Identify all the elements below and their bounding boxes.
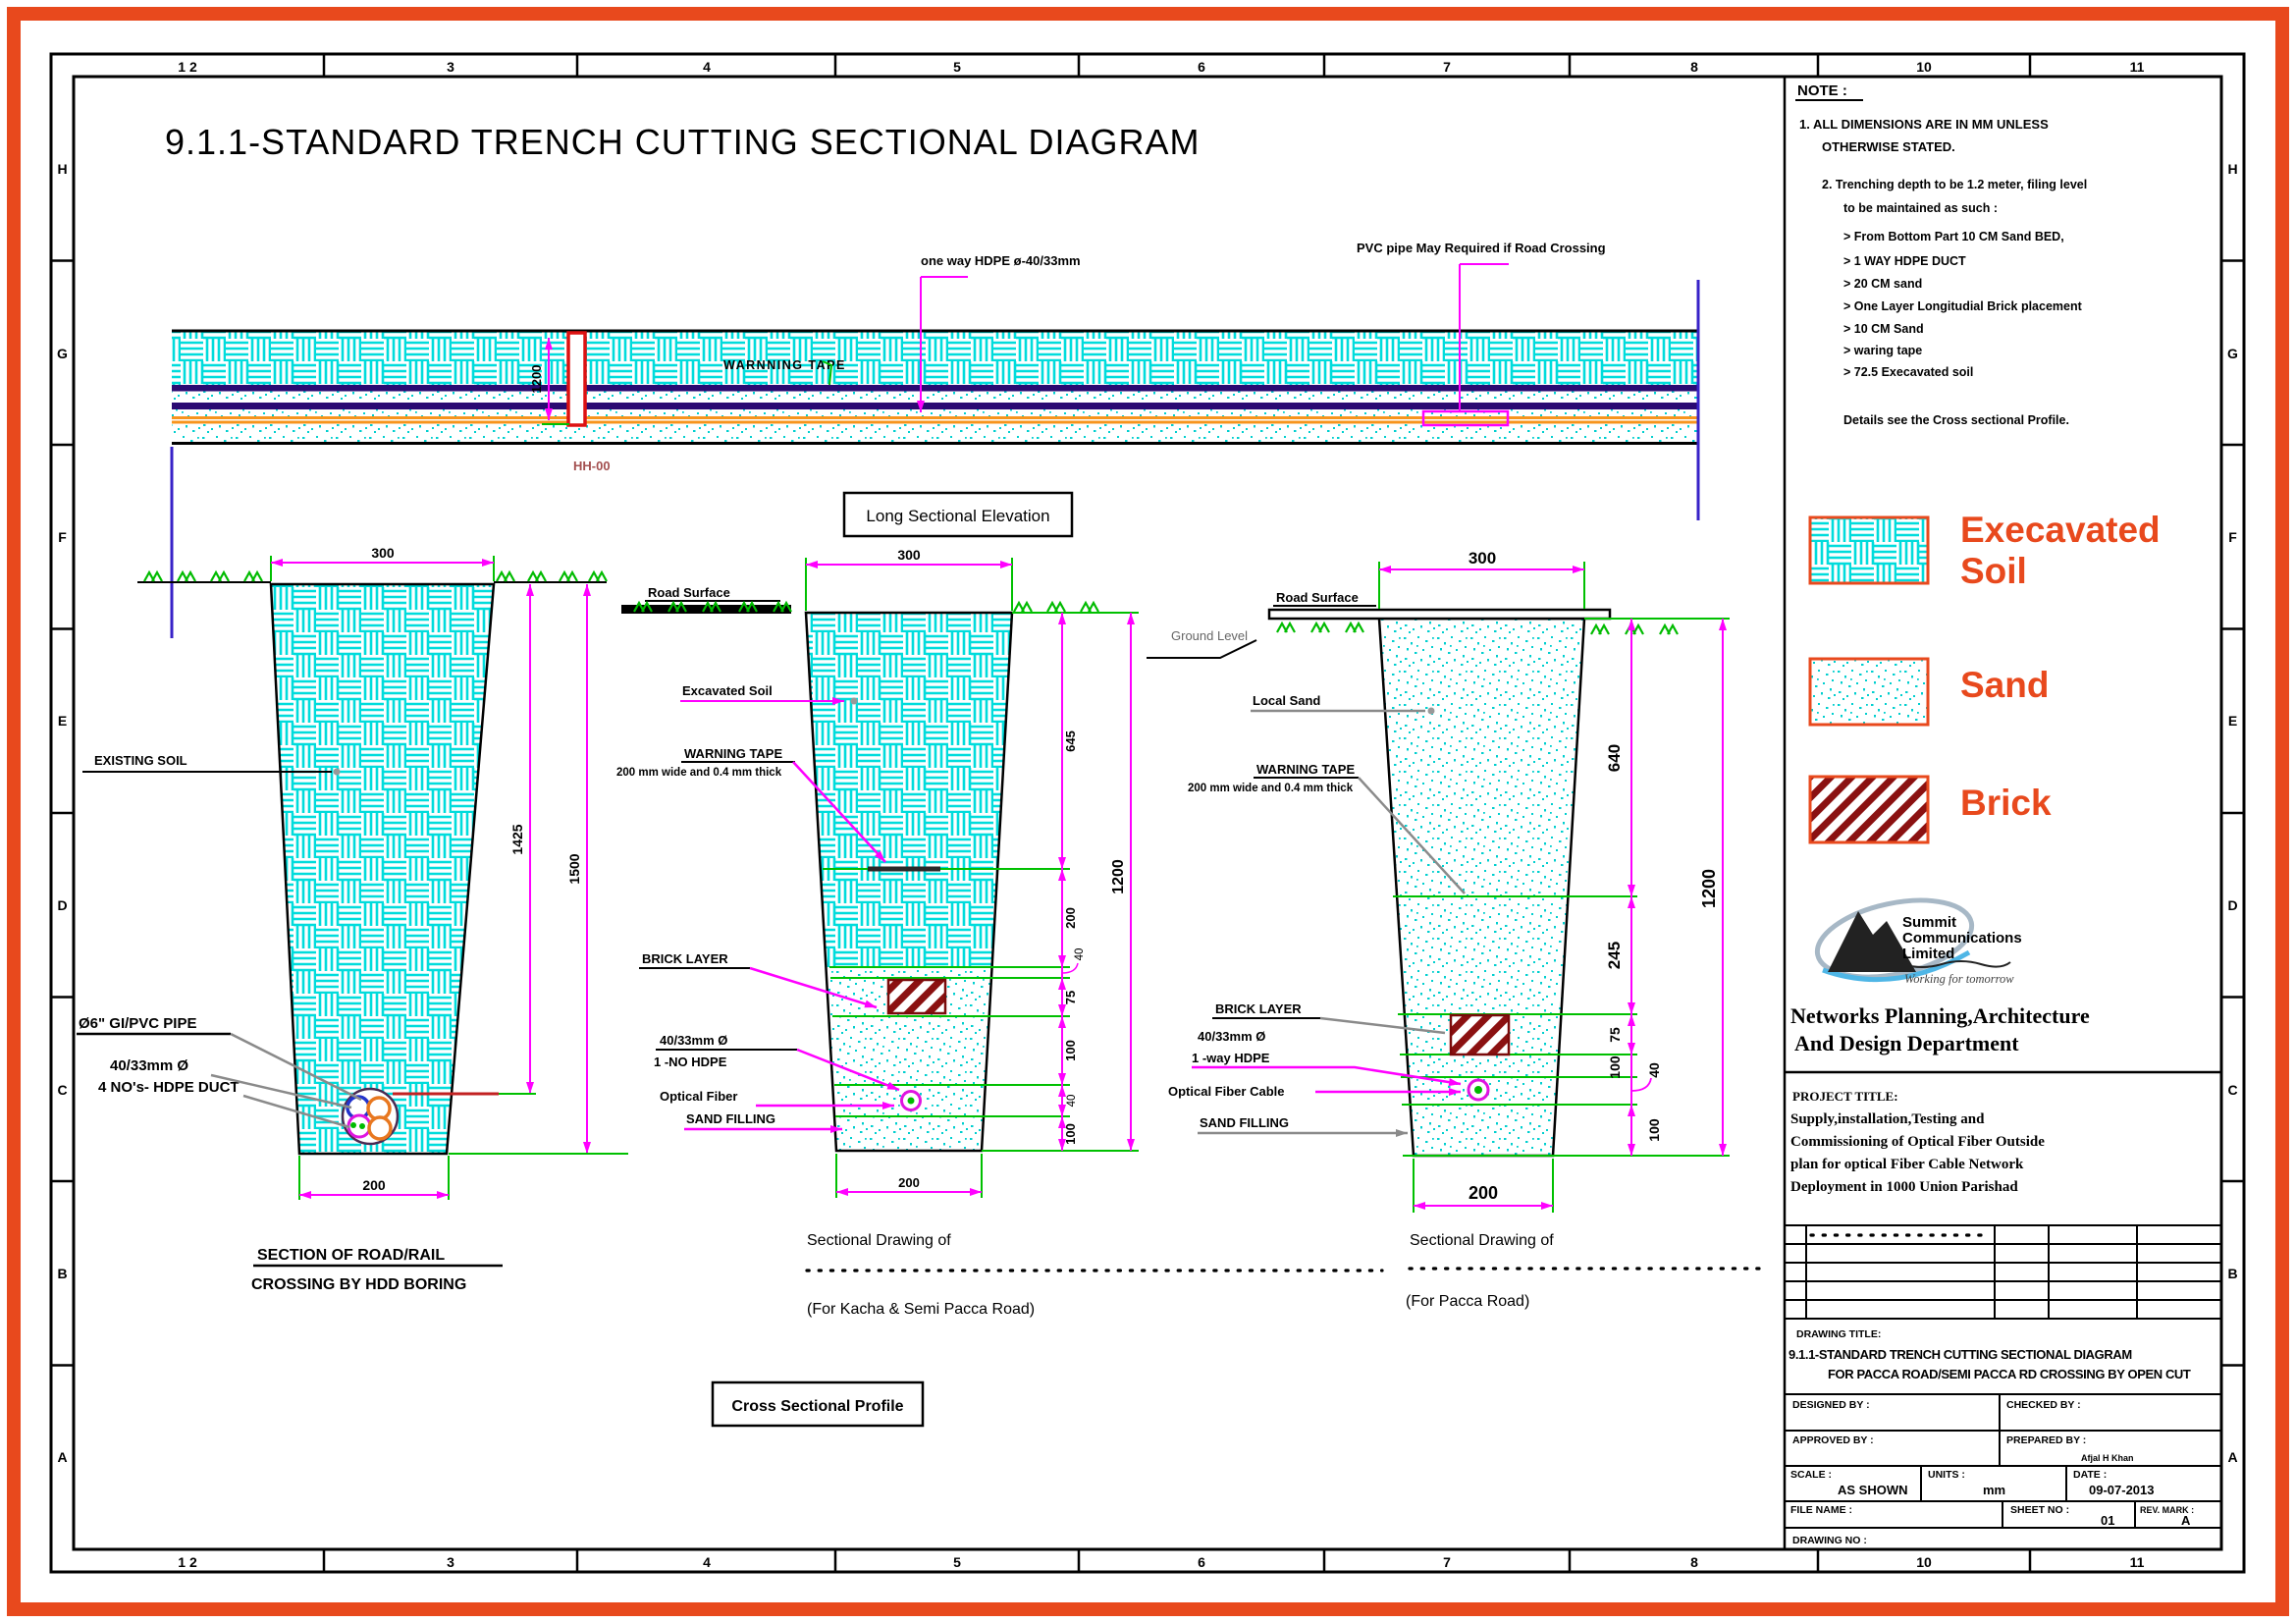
pvc-pipe-label: PVC pipe May Required if Road Crossing [1357,241,1606,255]
department-line2: And Design Department [1794,1031,2019,1055]
project-title-block [1790,1089,2045,1195]
local-sand-label: Local Sand [1253,693,1321,708]
dim-top-width: 300 [1468,549,1497,568]
row-label: C [57,1082,68,1098]
dim-200: 200 [1063,907,1078,929]
duct-count-label: 4 NO's- HDPE DUCT [98,1079,240,1096]
dim-75: 75 [1063,990,1078,1005]
note-1a: 1. ALL DIMENSIONS ARE IN MM UNLESS [1799,117,2049,132]
hdd-caption-line1: SECTION OF ROAD/RAIL [257,1247,446,1264]
kacha-section [616,547,1382,1318]
note-2b: to be maintained as such : [1843,201,1998,215]
hdd-trench-body [271,584,494,1154]
brick-layer-label: BRICK LAYER [642,951,728,966]
col-label: 5 [953,59,961,75]
dim-depth-outer: 1500 [566,853,582,885]
dim-40: 40 [1646,1062,1662,1078]
hdd-boring-section [77,545,628,1293]
col-label: 7 [1443,59,1451,75]
hdpe-duct-label: one way HDPE ø-40/33mm [921,253,1081,268]
dim-40a: 40 [1074,947,1086,961]
note-bullet: > One Layer Longitudial Brick placement [1843,299,2082,313]
row-label: E [57,713,68,729]
elevation-warning-tape-band1 [172,385,1698,392]
scale-value: AS SHOWN [1838,1483,1908,1497]
duct-size-label: 40/33mm Ø [110,1057,189,1074]
duct-size-label: 40/33mm Ø [1198,1029,1266,1044]
elevation-sand-layer3 [172,424,1698,443]
col-label: 7 [1443,1554,1451,1570]
warning-tape-label: WARNING TAPE [1256,762,1356,777]
legend-swatch-excavated-soil [1810,517,1928,583]
row-label: G [2227,346,2238,361]
dim-75: 75 [1607,1027,1623,1043]
kacha-road-surface-label: Road Surface [648,585,730,600]
dim-245: 245 [1605,941,1624,970]
logo-text-2: Communications [1902,930,2022,947]
row-label: A [57,1449,68,1465]
logo-tagline: Working for tomorrow [1904,972,2014,986]
elevation-hdpe-duct-line2 [172,421,1698,424]
leader-dot [334,769,341,776]
existing-soil-label: EXISTING SOIL [94,753,187,768]
dim-bottom-width: 200 [362,1177,386,1193]
note-bullet: > 72.5 Execavated soil [1843,365,1974,379]
project-line: Deployment in 1000 Union Parishad [1790,1179,2018,1195]
col-label: 5 [953,1554,961,1570]
date-label: DATE : [2073,1469,2108,1481]
handhole-label: HH-00 [573,459,611,473]
dim-top-width: 300 [371,545,395,561]
dim-bottom-width: 200 [1468,1183,1499,1203]
dim-40b: 40 [1066,1094,1078,1108]
optical-fiber-label: Optical Fiber Cable [1168,1084,1285,1099]
designed-by-label: DESIGNED BY : [1792,1399,1870,1411]
duct-size-label: 40/33mm Ø [660,1033,728,1048]
col-label: 1 2 [178,1554,197,1570]
elevation-caption: Long Sectional Elevation [866,507,1050,525]
drawing-title-line1: 9.1.1-STANDARD TRENCH CUTTING SECTIONAL DIAGRAM [1789,1347,2132,1362]
long-sectional-elevation [172,241,1698,638]
col-label: 3 [447,1554,454,1570]
warning-tape-label: WARNNING TAPE [723,358,846,372]
col-label: 8 [1690,1554,1698,1570]
cross-profile-label: Cross Sectional Profile [731,1398,904,1415]
dim-100a: 100 [1063,1040,1078,1061]
note-bullet: > 1 WAY HDPE DUCT [1843,254,1966,268]
kacha-excavated-fill [800,609,1018,967]
elevation-excavated-soil-layer [172,332,1698,385]
dim-total-depth: 1200 [1699,868,1719,909]
col-label: 11 [2129,1554,2145,1570]
col-label: 6 [1198,59,1205,75]
scale-label: SCALE : [1790,1469,1832,1481]
note-bullet: > From Bottom Part 10 CM Sand BED, [1843,230,2064,243]
col-label: 3 [447,59,454,75]
ground-level-label: Ground Level [1171,628,1249,643]
hdd-caption-line2: CROSSING BY HDD BORING [251,1276,467,1293]
rev-mark-value: A [2181,1513,2191,1528]
leader-dot [851,698,858,705]
col-label: 10 [1916,59,1932,75]
drawing-title-label: DRAWING TITLE: [1796,1328,1882,1340]
file-name-label: FILE NAME : [1790,1504,1852,1516]
sand-filling-label: SAND FILLING [1200,1115,1289,1130]
rev-mark-label: REV. MARK : [2140,1505,2195,1515]
row-label: A [2227,1449,2238,1465]
project-line: Supply,installation,Testing and [1790,1111,1985,1127]
project-line: Commissioning of Optical Fiber Outside [1790,1134,2045,1150]
kacha-brick-layer [888,980,945,1013]
row-label: G [57,346,68,361]
row-label: B [57,1266,68,1281]
ruler-column-labels-bottom [178,1554,2144,1570]
warning-tape-spec: 200 mm wide and 0.4 mm thick [616,767,782,779]
fiber-dot2 [359,1123,365,1129]
leader-dot [1428,708,1435,715]
brick-layer-label: BRICK LAYER [1215,1001,1302,1016]
units-value: mm [1983,1483,2006,1497]
warning-tape-label: WARNING TAPE [684,746,783,761]
page-title: 9.1.1-STANDARD TRENCH CUTTING SECTIONAL DIAGRAM [165,122,1201,162]
legend [1810,510,2161,842]
units-label: UNITS : [1928,1469,1965,1481]
legend-swatch-brick [1810,777,1928,842]
logo-text-3: Limited [1902,946,1955,962]
elevation-warning-tape-band2 [172,403,1698,409]
project-line: plan for optical Fiber Cable Network [1790,1157,2024,1172]
pacca-brick-layer [1451,1015,1509,1055]
title-block [1785,1328,2221,1546]
notes-heading: NOTE : [1797,82,1847,99]
cross-profile-caption [713,1382,923,1426]
col-label: 6 [1198,1554,1205,1570]
duct-type-label: 1 -NO HDPE [654,1055,727,1069]
legend-label-brick: Brick [1960,783,2052,823]
notes-panel [1795,82,2087,427]
sheet-no-value: 01 [2101,1513,2115,1528]
logo-text-1: Summit [1902,914,1957,931]
pacca-caption-line2: (For Pacca Road) [1406,1293,1530,1310]
col-label: 4 [703,59,711,75]
col-label: 8 [1690,59,1698,75]
dim-bottom-width: 200 [898,1175,920,1190]
drawing-no-label: DRAWING NO : [1792,1535,1867,1546]
dim-100b: 100 [1646,1118,1662,1142]
elevation-sand-layer1 [172,392,1698,404]
department-line1: Networks Planning,Architecture [1790,1003,2090,1028]
note-bullet: > 10 CM Sand [1843,322,1924,336]
kacha-optical-fiber [908,1098,915,1105]
dim-100a: 100 [1607,1055,1623,1079]
row-label: B [2227,1266,2238,1281]
handhole-marker [568,333,585,425]
revision-table [1785,1225,2221,1319]
date-value: 09-07-2013 [2089,1483,2155,1497]
drawing-title-line2: FOR PACCA ROAD/SEMI PACCA RD CROSSING BY OPEN CUT [1828,1367,2191,1381]
legend-swatch-sand [1810,659,1928,725]
note-2a: 2. Trenching depth to be 1.2 meter, filing level [1822,178,2088,191]
fiber-dot1 [350,1122,356,1128]
elevation-hdpe-duct-line1 [172,416,1698,419]
pacca-section [1147,549,1762,1310]
row-label: H [2227,161,2238,177]
excavated-soil-label: Excavated Soil [682,683,773,698]
row-label: C [2227,1082,2238,1098]
legend-label-sand: Sand [1960,665,2050,705]
duct-bundle [343,1089,398,1144]
pacca-optical-fiber [1474,1086,1482,1094]
pacca-road-surface-bar [1269,610,1610,619]
pacca-road-surface-label: Road Surface [1276,590,1359,605]
gi-pvc-pipe-label: Ø6" GI/PVC PIPE [79,1015,197,1032]
dim-total-depth: 1200 [1110,859,1127,894]
note-bullet: > waring tape [1843,344,1923,357]
dim-640: 640 [1605,743,1624,773]
sheet-no-label: SHEET NO : [2010,1504,2070,1516]
dim-100b: 100 [1063,1123,1078,1145]
duct-type-label: 1 -way HDPE [1192,1051,1270,1065]
kacha-caption-line2: (For Kacha & Semi Pacca Road) [807,1301,1036,1318]
kacha-caption-line1: Sectional Drawing of [807,1232,951,1249]
row-label: F [2228,529,2237,545]
approved-by-label: APPROVED BY : [1792,1434,1874,1446]
hdpe-duct-orange2 [369,1117,391,1139]
legend-label-soil2: Soil [1960,551,2027,591]
company-logo [1810,888,2021,990]
prepared-by-label: PREPARED BY : [2006,1434,2087,1446]
legend-label-soil1: Execavated [1960,510,2161,550]
elevation-depth-dim: 1200 [529,364,544,394]
ruler-column-labels-top [178,59,2144,75]
notes-footer: Details see the Cross sectional Profile. [1843,413,2069,427]
col-label: 4 [703,1554,711,1570]
note-1b: OTHERWISE STATED. [1822,139,1955,154]
company-block [1785,888,2221,1072]
project-heading: PROJECT TITLE: [1792,1089,1898,1104]
row-label: D [2227,897,2238,913]
col-label: 11 [2129,59,2145,75]
prepared-by-name: Afjal H Khan [2081,1453,2134,1463]
row-label: E [2227,713,2238,729]
note-bullet: > 20 CM sand [1843,277,1923,291]
col-label: 10 [1916,1554,1932,1570]
checked-by-label: CHECKED BY : [2006,1399,2081,1411]
dim-ext-top [806,558,1012,611]
revision-grid [1785,1225,2221,1319]
row-label: F [58,529,67,545]
row-label: D [57,897,68,913]
layer-dim-chain [1062,613,1078,1151]
dim-depth-inner: 1425 [509,824,525,855]
optical-fiber-label: Optical Fiber [660,1089,738,1104]
col-label: 1 2 [178,59,197,75]
dim-top-width: 300 [897,547,921,563]
pacca-caption-line1: Sectional Drawing of [1410,1232,1554,1249]
row-label: H [57,161,68,177]
dim-645: 645 [1063,730,1078,752]
sand-filling-label: SAND FILLING [686,1111,775,1126]
warning-tape-spec: 200 mm wide and 0.4 mm thick [1188,783,1354,794]
grass-symbols [144,572,607,581]
